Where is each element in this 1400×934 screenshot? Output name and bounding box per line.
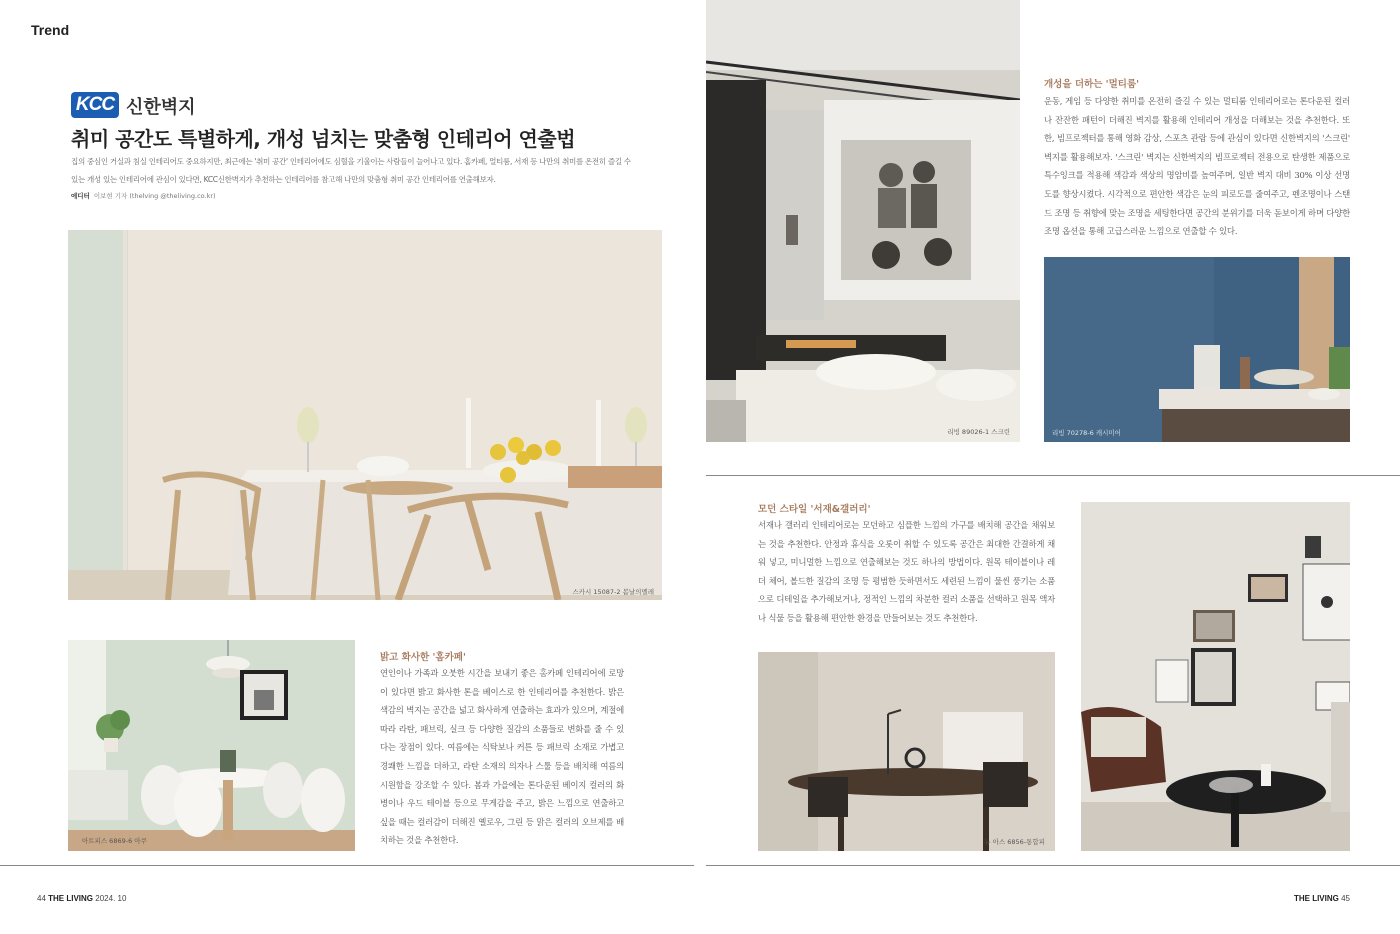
right-magazine-name: THE LIVING	[1293, 894, 1339, 903]
home-cafe-title: 밝고 화사한 '홈카페'	[380, 652, 466, 663]
study-desk-illustration	[758, 652, 1055, 851]
dining-photo-caption: 스카시 15087-2 봄날의멜레	[572, 588, 654, 596]
study-title: 모던 스타일 '서재&갤러리'	[758, 504, 871, 515]
projector-photo-caption: 리빙 89026-1 스크린	[947, 428, 1010, 436]
right-page-footer	[1294, 894, 1350, 903]
section-label: Trend	[31, 22, 70, 38]
home-cafe-photo	[68, 640, 355, 851]
multi-room-body: 운동, 게임 등 다양한 취미를 온전히 즐길 수 있는 멀티룸 인테리어로는 톤다운된 컬러나 잔잔한 패턴이 더해진 벽지를 활용해 인테리어 개성을 더해보는 것을 추천한다. 또한, 빔프로젝터를 통해 영화 감상, 스포츠 관람 등에 관심이 있다면 신한벽지의 '스크린' 벽지를 활용해보자. '스크린' 벽지는 신한벽지의 빔프로젝터 전용으로 탄생한 제품으로 특수잉크를 적용해 색감과 색상의 명암비를 높여주며, 일반 벽지 대비 30% 이상 선명도를 향상시켰다. 시각적으로 편안한 색감은 눈의 피로도를 줄여주고, 펜조명이나 스탠드 조명 등 취향에 맞는 조명을 세팅한다면 공간의 분위기를 더욱 돋보이게 하며 다양한 조명 옵션을 통해 고급스러운 느낌으로 연출할 수 있다.	[1044, 96, 1350, 237]
study-body: 서재나 갤러리 인테리어로는 모던하고 심플한 느낌의 가구를 배치해 공간을 채워보는 것을 추천한다. 안정과 휴식을 오롯이 취할 수 있도록 공간은 최대한 간결하게 채워 넣고, 미니멀한 느낌으로 연출해보는 것도 하나의 방법이다. 원목 테이블이나 레더 체어, 볼드한 질감의 조명 등 평범한 듯하면서도 세련된 느낌이 물씬 풍기는 소품으로 디테일을 추가해보거나, 정적인 느낌의 차분한 컬러 소품을 선택하고 원목 액자나 식물 등을 활용해 편안한 환경을 만들어보는 것도 추천한다.	[758, 520, 1055, 623]
blue-wallpaper-photo	[1044, 257, 1350, 442]
projector-room-illustration	[706, 0, 1020, 442]
gallery-room-illustration	[1081, 502, 1350, 851]
desk-photo-caption: 뉴 아스 6856-통합피	[984, 838, 1045, 846]
left-page-footer	[37, 894, 126, 903]
blue-wallpaper-illustration	[1044, 257, 1350, 442]
article-intro: 집의 중심인 거실과 침실 인테리어도 중요하지만, 최근에는 '취미 공간' 인테리어에도 심혈을 기울이는 사람들이 늘어나고 있다. 홈카페, 멀티룸, 서재 등 나만의 취미를 온전히 즐길 수 있는 개성 있는 인테리어에 관심이 있다면, KCC신한벽지가 추천하는 인테리어를 참고해 나만의 맞춤형 취미 공간 인테리어를 연출해보자.	[71, 157, 631, 184]
multi-room-title: 개성을 더하는 '멀티룸'	[1044, 79, 1140, 90]
home-cafe-illustration	[68, 640, 355, 851]
right-footer-divider	[706, 865, 1400, 866]
editor-label: 에디터	[71, 192, 90, 200]
editor-credit	[71, 191, 216, 200]
issue-date: 2024. 10	[95, 894, 127, 903]
blue-photo-caption: 리빙 70278-6 캐시미어	[1052, 429, 1121, 437]
dining-room-photo	[68, 230, 662, 600]
right-section-divider	[706, 475, 1400, 476]
editor-text: 이보현 기자 (thelving @theliving.co.kr)	[93, 192, 216, 200]
left-magazine-name: THE LIVING	[48, 894, 94, 903]
home-cafe-body: 연인이나 가족과 오붓한 시간을 보내기 좋은 홈카페 인테리어에 로망이 있다면 밝고 화사한 톤을 베이스로 한 인테리어를 추천한다. 밝은 색감의 벽지는 공간을 넓고 화사하게 연출하는 효과가 있으며, 계절에 따라 라탄, 패브릭, 실크 등 다양한 질감의 소품들로 변화를 줄 수 있다는 장점이 있다. 여름에는 식탁보나 커튼 등 패브릭 소재로 가볍고 경쾌한 느낌을 더하고, 라탄 소재의 의자나 스툴 등을 배치해 여름의 시원함을 강조할 수 있다. 봄과 가을에는 톤다운된 베이지 컬러의 화병이나 우드 테이블 등으로 무게감을 주고, 밝은 느낌으로 연출하고 싶을 때는 컬러감이 더해진 옐로우, 그린 등 맑은 컬러의 오브제를 배치하는 것을 추천한다.	[380, 668, 624, 846]
brand-name: 신한벽지	[126, 97, 196, 118]
right-page-number: 45	[1341, 894, 1350, 903]
cafe-photo-caption: 아트피스 6869-6 아쿠	[82, 837, 147, 845]
left-page-number: 44	[37, 894, 46, 903]
study-desk-photo	[758, 652, 1055, 851]
projector-room-photo	[706, 0, 1020, 442]
gallery-room-photo	[1081, 502, 1350, 851]
dining-room-illustration	[68, 230, 662, 600]
kcc-logo: KCC	[71, 92, 119, 118]
left-footer-divider	[0, 865, 694, 866]
article-headline: 취미 공간도 특별하게, 개성 넘치는 맞춤형 인테리어 연출법	[71, 127, 576, 151]
